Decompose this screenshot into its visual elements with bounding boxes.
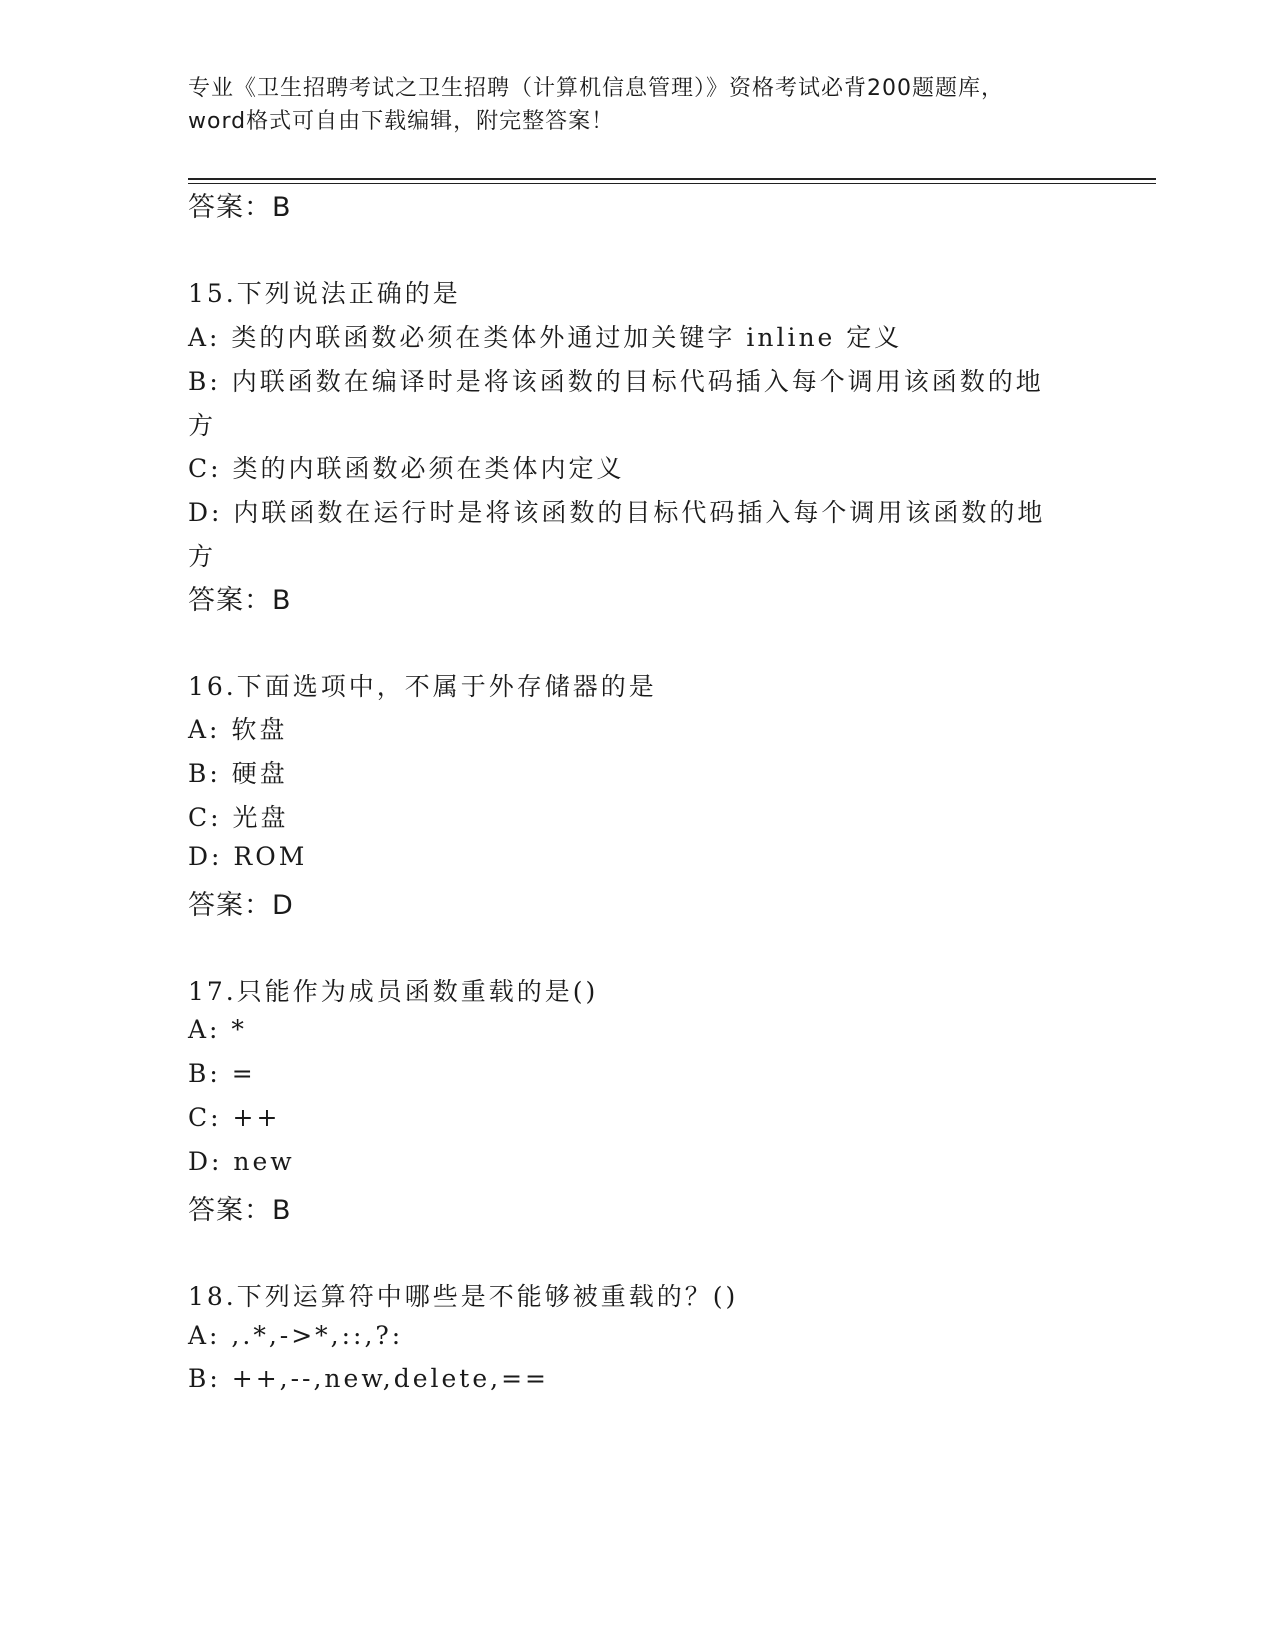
document-header: [188, 72, 1088, 138]
header-line-2: word格式可自由下载编辑，附完整答案！: [188, 109, 615, 134]
header-divider: [188, 178, 1156, 184]
question-15-option-b: B: 内联函数在编译时是将该函数的目标代码插入每个调用该函数的地: [188, 367, 1044, 396]
question-18-stem: 18.下列运算符中哪些是不能够被重载的？(): [188, 1282, 739, 1311]
answer-q17: 答案：B: [188, 1195, 292, 1226]
answer-q15: 答案：B: [188, 585, 292, 616]
question-18-option-a: A: ,.*,->*,::,?:: [188, 1321, 404, 1350]
answer-q14: 答案：B: [188, 192, 292, 223]
question-16-option-c: C: 光盘: [188, 803, 289, 832]
question-17-option-c: C: ++: [188, 1103, 281, 1132]
question-15-option-c: C: 类的内联函数必须在类体内定义: [188, 454, 625, 483]
question-17-stem: 17.只能作为成员函数重载的是(): [188, 977, 599, 1006]
question-17-option-b: B: =: [188, 1059, 256, 1088]
question-15-option-d: D: 内联函数在运行时是将该函数的目标代码插入每个调用该函数的地: [188, 498, 1046, 527]
question-15-option-d-cont: 方: [188, 542, 217, 571]
question-15-stem: 15.下列说法正确的是: [188, 279, 461, 308]
question-16-option-d: D: ROM: [188, 842, 308, 871]
question-18-option-b: B: ++,--,new,delete,==: [188, 1364, 549, 1393]
answer-q16: 答案：D: [188, 890, 294, 921]
question-17-option-d: D: new: [188, 1147, 295, 1176]
question-16-option-a: A: 软盘: [188, 715, 288, 744]
header-line-1: 专业《卫生招聘考试之卫生招聘（计算机信息管理）》资格考试必背200题题库，: [188, 76, 1004, 101]
question-16-stem: 16.下面选项中，不属于外存储器的是: [188, 672, 657, 701]
question-17-option-a: A: *: [188, 1015, 247, 1044]
question-16-option-b: B: 硬盘: [188, 759, 288, 788]
question-15-option-a: A: 类的内联函数必须在类体外通过加关键字 inline 定义: [188, 323, 903, 352]
question-15-option-b-cont: 方: [188, 411, 217, 440]
